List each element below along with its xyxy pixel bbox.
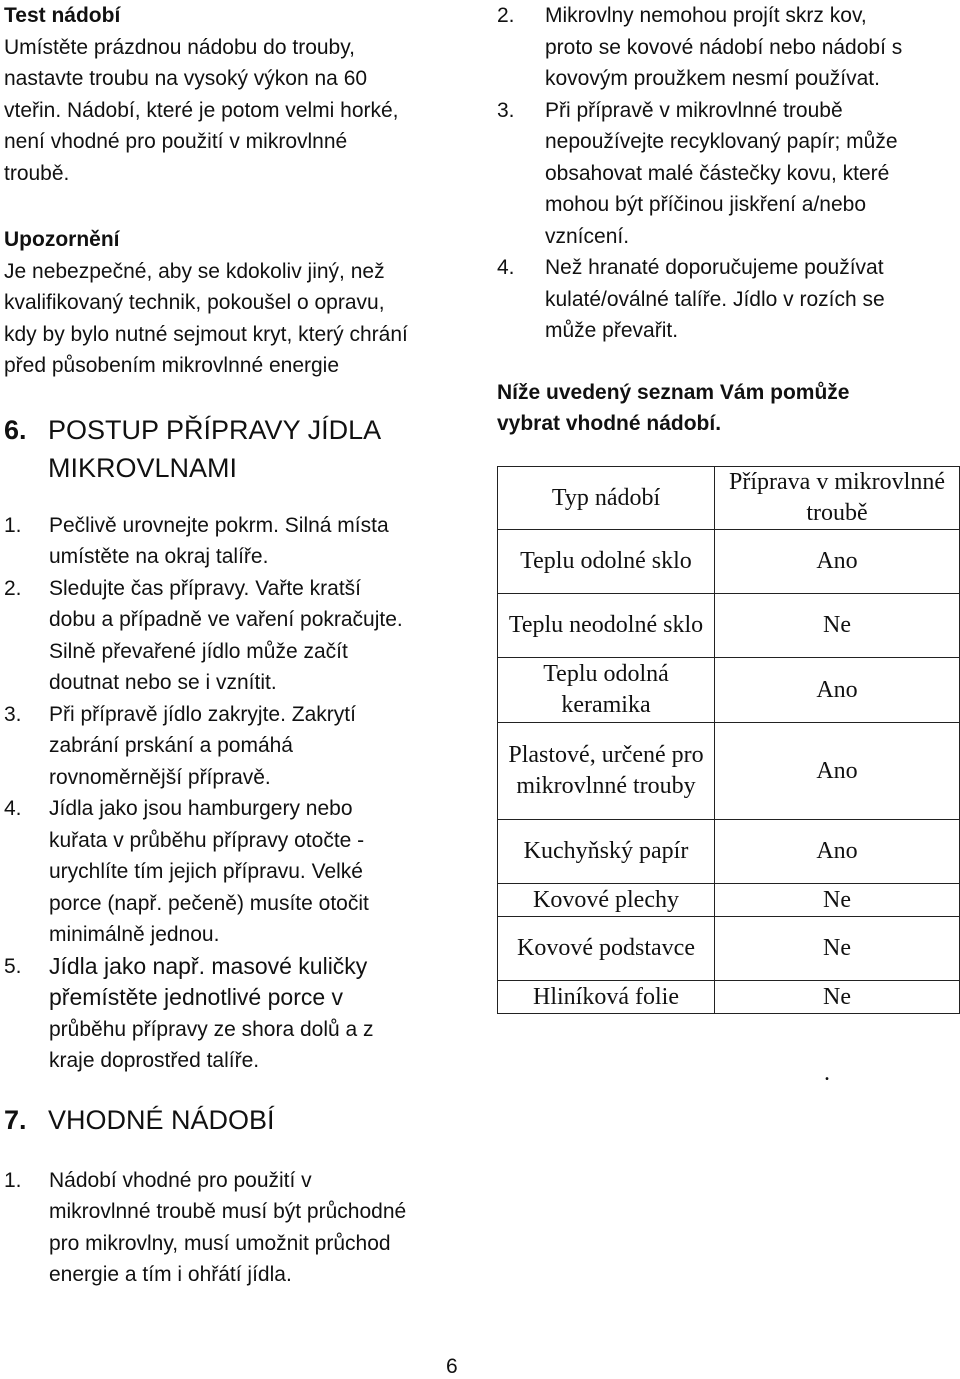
step-item (4, 510, 474, 573)
text-line: rovnoměrnější přípravě. (49, 765, 271, 789)
header-cell: Příprava v mikrovlnné troubě (715, 467, 960, 530)
table-row (498, 658, 960, 723)
text-line: Při přípravě v mikrovlnné troubě (545, 98, 843, 122)
suitable-dishes-item (4, 1165, 474, 1291)
text-line: přemístěte jednotlivé porce v (49, 984, 344, 1010)
list-item (497, 0, 957, 95)
step-number: 4. (4, 797, 22, 820)
text-line: Silně převařené jídlo může začít (49, 639, 348, 663)
text-line: Jídla jako jsou hamburgery nebo (49, 797, 353, 820)
text-line: umístěte na okraj talíře. (49, 545, 269, 568)
item-number: 2. (497, 4, 515, 27)
heading-line: VHODNÉ NÁDOBÍ (48, 1104, 275, 1135)
text-line: mikrovlnné troubě musí být průchodné (49, 1200, 407, 1223)
table-cell: Teplu neodolné sklo (498, 594, 715, 658)
table-row (498, 917, 960, 981)
text-line: Při přípravě jídlo zakryjte. Zakrytí (49, 702, 356, 726)
table-cell: Ano (715, 820, 960, 884)
section-number: 7. (4, 1104, 27, 1135)
item-number: 4. (497, 256, 515, 279)
table-cell: Hliníková folie (498, 981, 715, 1014)
warning-paragraph (4, 256, 474, 382)
table-cell: Ano (715, 723, 960, 820)
item-number: 1. (4, 1168, 22, 1192)
table-row (498, 530, 960, 594)
right-column (497, 0, 957, 440)
table-cell: Teplu odolná keramika (498, 658, 715, 723)
text-line: kovovým proužkem nesmí používat. (545, 67, 880, 90)
table-cell: Kuchyňský papír (498, 820, 715, 884)
text-line: zabrání prskání a pomáhá (49, 734, 293, 757)
step-number: 3. (4, 702, 22, 726)
text-line: Níže uvedený seznam Vám pomůže (497, 380, 850, 404)
test-title: Test nádobí (4, 4, 121, 27)
text-line: kdy by bylo nutné sejmout kryt, který chrání (4, 322, 408, 346)
list-item (497, 95, 957, 253)
text-line: průběhu přípravy ze shora dolů a z (49, 1017, 374, 1041)
step-number: 5. (4, 954, 22, 978)
section-6-heading (4, 411, 474, 487)
table-cell: Kovové podstavce (498, 917, 715, 981)
header-cell: Typ nádobí (498, 467, 715, 530)
text-line: kvalifikovaný technik, pokoušel o opravu, (4, 291, 385, 314)
section-number: 6. (4, 414, 27, 445)
text-line: kraje doprostřed talíře. (49, 1049, 260, 1072)
text-line: může převařit. (545, 319, 679, 342)
table-row (498, 884, 960, 917)
warning-title: Upozornění (4, 228, 120, 251)
table-intro-note (497, 377, 957, 440)
heading-line: MIKROVLNAMI (48, 452, 238, 483)
dishes-table (497, 466, 960, 1014)
table-cell: Kovové plechy (498, 884, 715, 917)
text-line: Sledujte čas přípravy. Vařte kratší (49, 576, 362, 600)
test-paragraph (4, 32, 474, 190)
section-7-heading (4, 1101, 474, 1139)
table-row (498, 723, 960, 820)
text-line: obsahovat malé částečky kovu, které (545, 161, 890, 185)
text-line: Nádobí vhodné pro použití v (49, 1168, 312, 1192)
item-number: 3. (497, 98, 515, 122)
text-line: energie a tím i ohřátí jídla. (49, 1263, 292, 1286)
table-cell: Ano (715, 530, 960, 594)
text-line: dobu a případně ve vaření pokračujte. (49, 608, 403, 631)
heading-line: POSTUP PŘÍPRAVY JÍDLA (48, 414, 382, 445)
step-item (4, 951, 474, 1077)
text-line: minimálně jednou. (49, 923, 220, 946)
text-line: urychlíte tím jejich přípravu. Velké (49, 860, 363, 883)
table-row (498, 594, 960, 658)
text-line: Pečlivě urovnejte pokrm. Silná místa (49, 513, 389, 537)
table-cell: Ne (715, 884, 960, 917)
step-item (4, 793, 474, 951)
text-line: vteřin. Nádobí, které je potom velmi horké, (4, 98, 399, 122)
step-item (4, 699, 474, 794)
text-line: troubě. (4, 161, 70, 185)
text-line: mohou být příčinou jiskření a/nebo (545, 193, 867, 216)
text-line: vybrat vhodné nádobí. (497, 412, 722, 435)
text-line: kulaté/oválné talíře. Jídlo v rozích se (545, 287, 885, 311)
text-line: Je nebezpečné, aby se kdokoliv jiný, než (4, 259, 385, 283)
text-line: vznícení. (545, 224, 630, 248)
page-number: 6 (446, 1355, 458, 1378)
text-line: Mikrovlny nemohou projít skrz kov, (545, 4, 867, 27)
table-cell: Teplu odolné sklo (498, 530, 715, 594)
text-line: porce (např. pečeně) musíte otočit (49, 891, 369, 915)
text-line: Než hranaté doporučujeme používat (545, 256, 884, 279)
text-line: nepoužívejte recyklovaný papír; může (545, 130, 898, 153)
text-line: doutnat nebo se i vznítit. (49, 671, 277, 694)
table-cell: Ano (715, 658, 960, 723)
table-cell: Ne (715, 594, 960, 658)
text-line: Umístěte prázdnou nádobu do trouby, (4, 35, 356, 59)
table-header-row (498, 467, 960, 530)
step-number: 1. (4, 513, 22, 537)
table-cell: Plastové, určené pro mikrovlnné trouby (498, 723, 715, 820)
left-column (4, 0, 474, 1291)
table-row (498, 820, 960, 884)
table-cell: Ne (715, 917, 960, 981)
text-line: pro mikrovlny, musí umožnit průchod (49, 1231, 391, 1255)
list-item (497, 252, 957, 347)
table-cell: Ne (715, 981, 960, 1014)
text-line: není vhodné pro použití v mikrovlnné (4, 130, 348, 153)
trailing-dot: . (824, 1060, 830, 1086)
text-line: kuřata v průběhu přípravy otočte - (49, 828, 365, 852)
step-item (4, 573, 474, 699)
step-number: 2. (4, 576, 22, 600)
text-line: Jídla jako např. masové kuličky (49, 952, 368, 979)
text-line: nastavte troubu na vysoký výkon na 60 (4, 67, 368, 90)
text-line: před působením mikrovlnné energie (4, 354, 340, 377)
text-line: proto se kovové nádobí nebo nádobí s (545, 35, 903, 59)
table-row (498, 981, 960, 1014)
